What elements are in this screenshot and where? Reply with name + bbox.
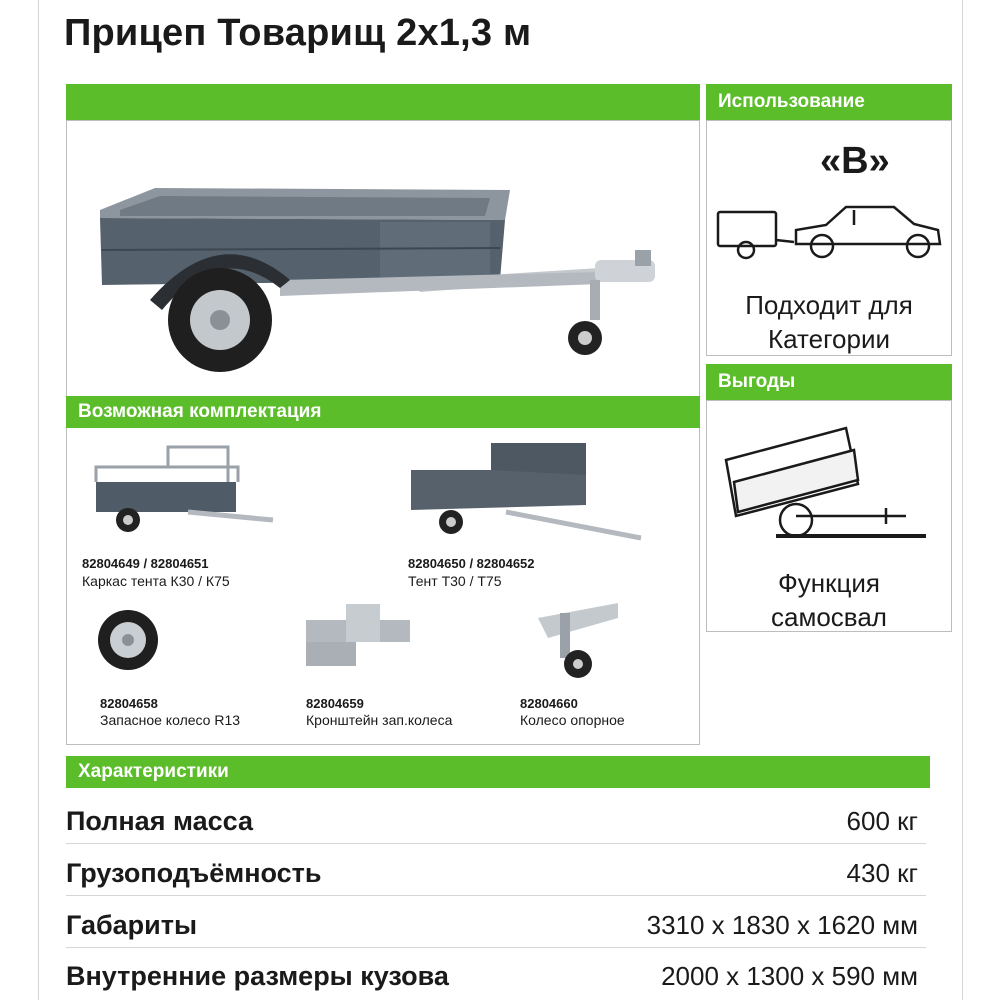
dump-trailer-icon (716, 420, 940, 550)
spec-label: Внутренние размеры кузова (66, 961, 449, 991)
tent-trailer-photo (406, 440, 646, 550)
accessory-code: 82804659 (306, 696, 364, 711)
frame-trailer-photo (88, 442, 278, 542)
benefit-caption-line1: Функция (778, 568, 880, 598)
spec-value: 430 кг (846, 858, 918, 888)
accessory-name: Колесо опорное (520, 712, 625, 728)
usage-caption-line2: Категории (768, 324, 890, 354)
benefit-caption (706, 566, 952, 634)
spec-row (66, 896, 926, 948)
main-photo-header (66, 84, 700, 120)
accessory-name: Каркас тента К30 / К75 (82, 573, 230, 589)
spec-value: 3310 х 1830 х 1620 мм (646, 910, 918, 940)
accessory-code: 82804660 (520, 696, 578, 711)
page-title: Прицеп Товарищ 2х1,3 м (64, 12, 532, 54)
spec-label: Полная масса (66, 806, 253, 836)
usage-caption-line1: Подходит для (745, 290, 913, 320)
spec-value: 600 кг (846, 806, 918, 836)
spec-label: Грузоподъёмность (66, 858, 322, 888)
usage-header: Использование (706, 84, 952, 120)
page-edge-right (962, 0, 963, 1000)
accessory-code: 82804658 (100, 696, 158, 711)
bracket-photo (306, 602, 410, 674)
trailer-photo (80, 160, 680, 390)
spec-row (66, 844, 926, 896)
car-with-trailer-icon (714, 200, 946, 270)
jockey-wheel-photo (518, 598, 618, 682)
page-edge-left (38, 0, 39, 1000)
accessory-name: Тент Т30 / Т75 (408, 573, 502, 589)
accessory-code: 82804650 / 82804652 (408, 556, 535, 571)
spec-row (66, 946, 926, 998)
license-category: «B» (820, 140, 890, 182)
accessory-name: Запасное колесо R13 (100, 712, 241, 728)
accessory-code: 82804649 / 82804651 (82, 556, 209, 571)
benefits-header: Выгоды (706, 364, 952, 400)
spare-wheel-photo (96, 608, 160, 672)
options-header: Возможная комплектация (66, 396, 700, 428)
benefit-caption-line2: самосвал (771, 602, 887, 632)
specs-header: Характеристики (66, 756, 930, 788)
spec-row (66, 792, 926, 844)
usage-caption (706, 288, 952, 356)
spec-label: Габариты (66, 910, 198, 940)
accessory-name: Кронштейн зап.колеса (306, 712, 453, 728)
spec-value: 2000 х 1300 х 590 мм (661, 961, 918, 991)
